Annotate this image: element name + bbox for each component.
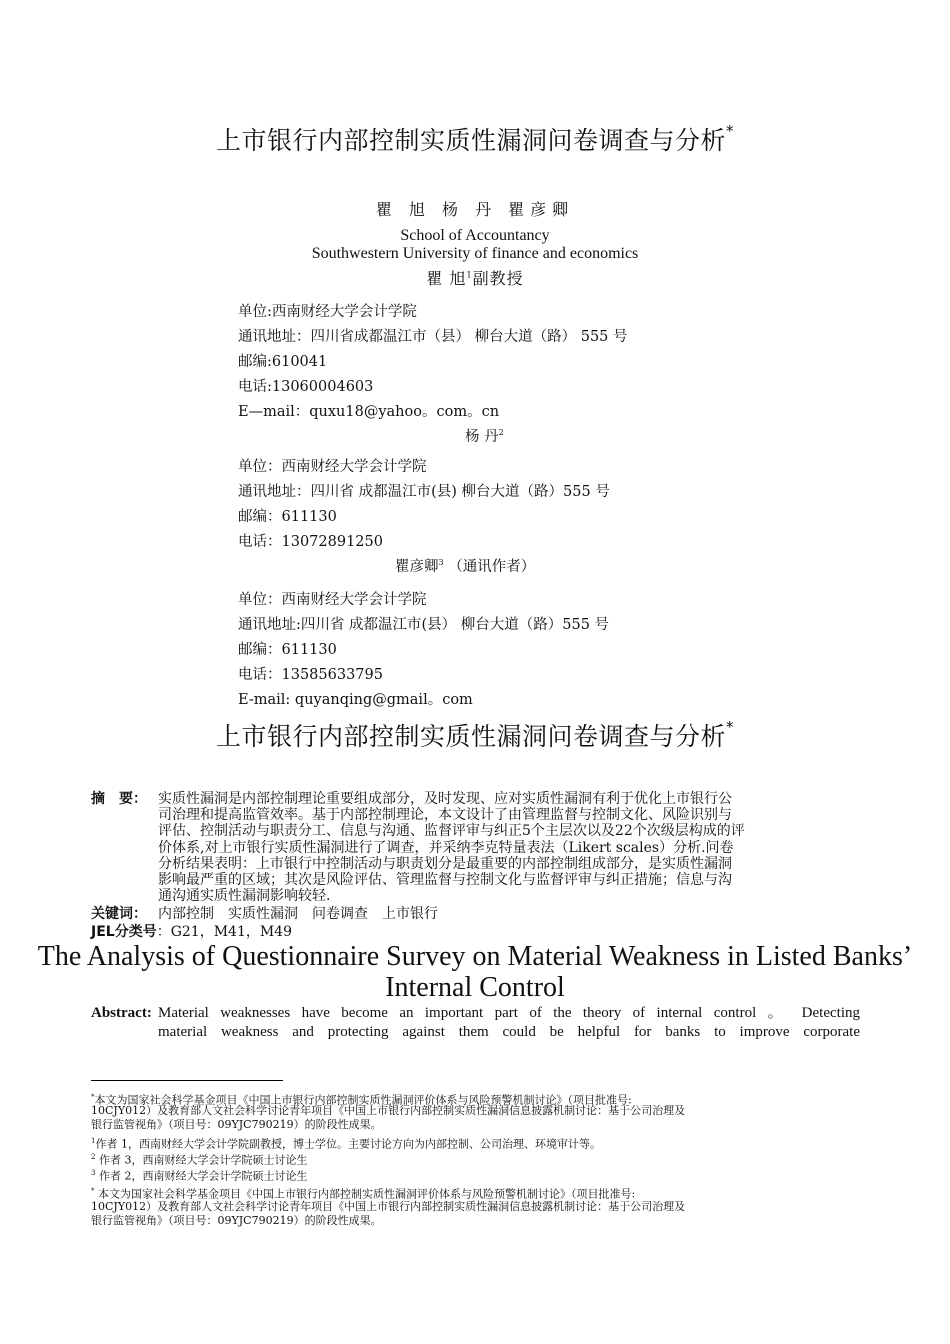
author3-phone: 电话：13585633795 [238,667,383,683]
abstract-en-line: Material weaknesses have become an important part of the theory of internal control 。 Detecting [158,1005,860,1021]
author1-phone: 电话:13060004603 [238,379,374,395]
author1-postcode: 邮编:610041 [238,354,328,370]
author3-role: （通讯作者） [448,559,536,575]
author1-sup: 1 [466,270,473,280]
footnote-mark: * [91,1187,95,1195]
footnote-text: 作者 2，西南财经大学会计学院硕士讨论生 [95,1169,308,1183]
abstract-cn-line: 通沟通实质性漏洞影响较轻. [158,888,331,904]
footnote-divider [91,1080,283,1081]
abstract-cn-line: 价体系,对上市银行实质性漏洞进行了调查，并采纳李克特量表法（Likert scales）分析.问卷 [158,840,734,856]
authors-line: 瞿 旭 杨 丹 瞿彦卿 [375,200,575,219]
footnote [91,1150,307,1168]
footnote-text: 本文为国家社会科学基金项目《中国上市银行内部控制实质性漏洞评价体系与风险预警机制讨论》（项目批准号: [94,1093,632,1107]
page-title-text: 上市银行内部控制实质性漏洞问卷调查与分析 [215,126,726,155]
footnote-text: 作者 3，西南财经大学会计学院硕士讨论生 [95,1153,308,1167]
footnote [91,1184,635,1202]
abstract-cn-line: 影响最严重的区域；其次是风险评估、管理监督与控制文化与监督评审与纠正措施；信息与沟 [158,872,732,888]
footnote [91,1134,601,1152]
abstract-cn-label: 摘 要： [91,791,147,807]
footnote-text: 本文为国家社会科学基金项目《中国上市银行内部控制实质性漏洞评价体系与风险预警机制讨论》（项目批准号: [94,1187,636,1201]
author2-address: 通讯地址：四川省 成都温江市(县) 柳台大道（路）555 号 [238,484,610,500]
page-title-repeat-text: 上市银行内部控制实质性漏洞问卷调查与分析 [215,722,726,751]
footnote [91,1200,685,1214]
author3-email: E-mail: quyanqing@gmail。com [238,692,473,708]
author3-sup: 3 [438,558,444,568]
abstract-en-label: Abstract: [91,1005,152,1021]
author3-affiliation: 单位：西南财经大学会计学院 [238,592,427,608]
jel-label: JEL分类号 [91,924,157,940]
author2-postcode: 邮编：611130 [238,509,337,525]
author3-heading [395,555,535,576]
title-footnote-mark: * [726,121,734,140]
abstract-cn-line: 司治理和提高监管效率。基于内部控制理论，本文设计了由管理监督与控制文化、风险识别与 [158,807,732,823]
author1-email: E—mail：quxu18@yahoo。com。cn [238,404,500,420]
footnote [91,1166,307,1184]
author1-name: 瞿 旭 [426,269,467,288]
author2-phone: 电话：13072891250 [238,534,383,550]
author2-name: 杨 丹 [465,429,499,445]
footnote-text: 银行监管视角》（项目号：09YJC790219）的阶段性成果。 [91,1118,382,1131]
english-title: The Analysis of Questionnaire Survey on Material Weakness in Listed Banks’ Internal Control [37,941,913,1003]
footnote-text: 10CJY012）及教育部人文社会科学讨论青年项目《中国上市银行内部控制实质性漏洞信息披露机制讨论：基于公司治理及 [91,1104,686,1117]
title-repeat-footnote-mark: * [726,717,734,736]
jel-text: ：G21，M41，M49 [156,924,292,940]
author3-postcode: 邮编：611130 [238,642,337,658]
keywords-label: 关键词： [91,906,147,922]
author3-name: 瞿彦卿 [395,559,439,575]
footnote-text: 10CJY012）及教育部人文社会科学讨论青年项目《中国上市银行内部控制实质性漏洞信息披露机制讨论：基于公司治理及 [91,1200,686,1213]
footnote [91,1214,382,1228]
jel-codes [91,924,292,940]
footnote-mark: 3 [91,1169,96,1177]
abstract-en-line: material weakness and protecting against them could be helpful for banks to improve corporate [158,1024,860,1040]
footnote-mark: 1 [91,1137,96,1145]
footnote-text: 银行监管视角》（项目号：09YJC790219）的阶段性成果。 [91,1214,382,1227]
footnote-mark: 2 [91,1153,96,1161]
page-title-repeat [0,717,950,753]
author3-address: 通讯地址:四川省 成都温江市(县） 柳台大道（路）555 号 [238,617,610,633]
author2-affiliation: 单位：西南财经大学会计学院 [238,459,427,475]
school-name: School of Accountancy [400,227,550,244]
keywords-text: 内部控制 实质性漏洞 问卷调查 上市银行 [158,906,438,922]
footnote [91,1104,685,1118]
author2-heading [465,425,504,446]
abstract-cn-line: 分析结果表明：上市银行中控制活动与职责划分是最重要的内部控制组成部分，是实质性漏洞 [158,856,732,872]
footnote-text: 作者 1，西南财经大学会计学院副教授，博士学位。主要讨论方向为内部控制、公司治理、环境审计等。 [95,1137,601,1151]
footnote-mark: * [91,1093,95,1101]
page-title [0,121,950,157]
author1-heading [0,266,950,289]
footnote [91,1118,382,1132]
author2-sup: 2 [498,428,504,438]
abstract-cn-line: 实质性漏洞是内部控制理论重要组成部分，及时发现、应对实质性漏洞有利于优化上市银行公 [158,791,732,807]
university-name: Southwestern University of finance and economics [311,245,639,262]
abstract-cn-line: 评估、控制活动与职责分工、信息与沟通、监督评审与纠正5个主层次以及22个次级层构成的评 [158,823,745,839]
author1-affiliation: 单位:西南财经大学会计学院 [238,304,417,320]
author1-title: 副教授 [472,269,524,288]
author1-address: 通讯地址：四川省成都温江市（县） 柳台大道（路） 555 号 [238,329,628,345]
